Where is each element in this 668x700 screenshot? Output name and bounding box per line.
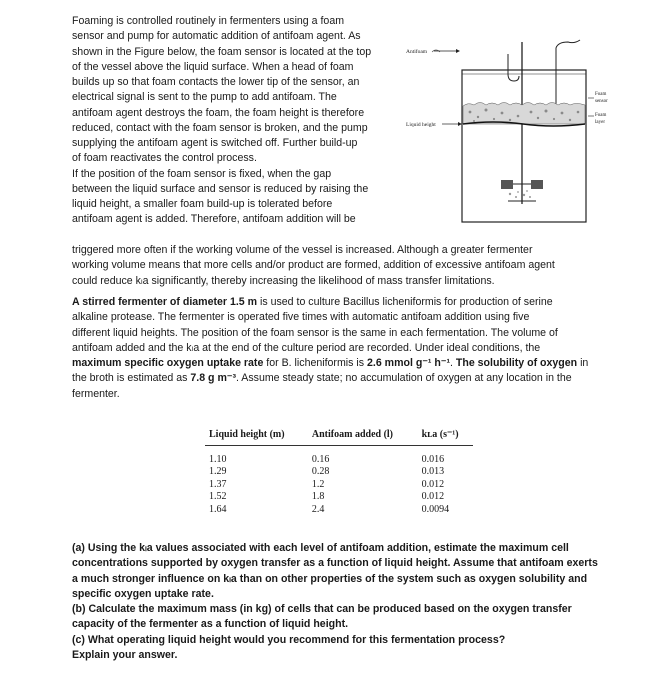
table-row <box>205 491 473 503</box>
question-b-line: (b) Calculate the maximum mass (in kg) of cells that can be produced based on the oxygen transfer <box>72 603 572 616</box>
cell-antifoam: 0.16 <box>311 454 330 465</box>
cell-kla: 0.0094 <box>421 503 450 515</box>
fermentation-data-table <box>205 427 473 516</box>
problem-line-7: fermenter. <box>72 387 120 400</box>
intro-line: liquid height, a smaller foam build-up is tolerated before <box>72 198 333 210</box>
question-c-line: (c) What operating liquid height would you recommend for this fermentation process? <box>72 633 506 646</box>
cell-liquid-height: 1.52 <box>209 491 227 503</box>
table-row <box>205 504 473 516</box>
col-antifoam-added: Antifoam added (l) <box>308 427 418 446</box>
problem-text: . Assume steady state; no accumulation of oxygen at any location in the <box>235 372 572 385</box>
problem-line-6 <box>72 371 600 386</box>
foam-sensor-label-1: Foam <box>595 92 607 97</box>
oxygen-solubility-value: 7.8 g m⁻³ <box>190 372 236 385</box>
problem-text: for B. licheniformis is <box>263 357 367 369</box>
intro-line: antifoam agent destroys the foam, the foam height is therefore <box>72 106 365 119</box>
question-a-line: specific oxygen uptake rate. <box>72 587 214 600</box>
col-liquid-height: Liquid height (m) <box>205 427 308 446</box>
impeller-left-blade <box>501 180 513 189</box>
cell-kla: 0.012 <box>421 478 445 490</box>
air-bubbles <box>509 190 531 198</box>
cell-kla: 0.012 <box>421 491 445 503</box>
intro-line: Foaming is controlled routinely in fermenters using a foam <box>72 15 345 27</box>
cell-liquid-height: 1.29 <box>209 466 227 478</box>
impeller-right-blade <box>531 180 543 189</box>
problem-line-3: different liquid heights. The position of the foam sensor is the same in each fermentation. The volume of <box>72 326 558 339</box>
intro-paragraph <box>72 14 390 228</box>
cell-liquid-height: 1.10 <box>209 454 227 465</box>
problem-line-2: alkaline protease. The fermenter is operated five times with automatic antifoam addition using five <box>72 311 530 324</box>
intro-line: supplying the antifoam agent is switched off. Further build-up <box>72 137 358 149</box>
table-header-row <box>205 427 473 446</box>
intro-line: builds up so that foam contacts the lower tip of the sensor, an <box>72 76 360 88</box>
intro-line: of the vessel above the liquid surface. When a head of foam <box>72 60 354 73</box>
intro-line: shown in the Figure below, the foam sensor is located at the top <box>72 45 372 58</box>
intro-line: reduced, contact with the foam sensor is broken, and the pump <box>72 121 368 134</box>
col-kla: kʟa (s⁻¹) <box>418 427 473 446</box>
vessel-outline <box>462 70 586 222</box>
fermenter-diagram <box>398 34 618 224</box>
intro-line: of foam reactivates the control process. <box>72 152 257 165</box>
foam-layer-label-1: Foam <box>595 113 607 118</box>
foam-sensor-label-2: sensor <box>595 99 608 104</box>
cell-antifoam: 1.2 <box>311 478 325 490</box>
question-a-line: (a) Using the kₗa values associated with each level of antifoam addition, estimate the maximum cell <box>72 542 569 554</box>
paragraph-line: could reduce kₗa significantly, thereby increasing the likelihood of mass transfer limitations. <box>72 274 495 287</box>
question-b-line: capacity of the fermenter as a function of liquid height. <box>72 618 349 631</box>
liquid-height-label: Liquid height <box>406 122 436 128</box>
exhaust-pipe <box>556 40 580 58</box>
cell-antifoam: 2.4 <box>311 503 325 515</box>
antifoam-paragraph-continued <box>72 243 600 289</box>
foam-layer-label-2: layer <box>595 120 605 125</box>
intro-line: sensor and pump for automatic addition of antifoam agent. As <box>72 30 361 43</box>
intro-line: electrical signal is sent to the pump to add antifoam. The <box>72 91 337 104</box>
cell-antifoam: 1.8 <box>311 491 325 503</box>
question-a-line: a much stronger influence on kₗa than on other properties of the system such as oxygen solubility and <box>72 572 588 585</box>
problem-text: . <box>449 357 456 369</box>
fermenter-diameter: A stirred fermenter of diameter 1.5 m <box>72 296 258 308</box>
intro-line: antifoam agent is added. Therefore, antifoam addition will be <box>72 213 356 226</box>
cell-kla: 0.016 <box>421 454 445 465</box>
paragraph-line: working volume means that more cells and/or product are formed, addition of excessive antifoam agent <box>72 259 555 272</box>
table-row <box>205 466 473 478</box>
intro-line: between the liquid surface and sensor is reduced by raising the <box>72 182 369 195</box>
intro-line: If the position of the foam sensor is fixed, when the gap <box>72 167 332 180</box>
problem-statement <box>72 295 600 402</box>
question-c-line: Explain your answer. <box>72 649 178 662</box>
cell-liquid-height: 1.37 <box>209 478 227 490</box>
cell-kla: 0.013 <box>421 466 445 478</box>
problem-text: in <box>577 357 589 369</box>
cell-liquid-height: 1.64 <box>209 503 227 515</box>
paragraph-line: triggered more often if the working volume of the vessel is increased. Although a greater fermenter <box>72 244 533 256</box>
table-row <box>205 446 473 467</box>
questions-section <box>72 541 600 663</box>
problem-text: the broth is estimated as <box>72 372 191 385</box>
problem-text: is used to culture Bacillus licheniformis for production of serine <box>257 296 553 308</box>
antifoam-label: Antifoam <box>406 49 428 55</box>
oxygen-solubility-label: The solubility of oxygen <box>455 357 578 369</box>
question-a-line: concentrations supported by oxygen transfer as a function of liquid height. Assume that antifoam exerts <box>72 557 598 570</box>
max-specific-ouR-label: maximum specific oxygen uptake rate <box>72 357 264 369</box>
problem-line-5 <box>72 356 600 371</box>
foam-layer <box>463 103 585 125</box>
table-row <box>205 479 473 491</box>
problem-line-1 <box>72 295 600 310</box>
cell-antifoam: 0.28 <box>311 466 330 478</box>
max-specific-our-value: 2.6 mmol g⁻¹ h⁻¹ <box>366 357 450 369</box>
problem-line-4: antifoam added and the kₗa at the end of the culture period are recorded. Under ideal conditions, the <box>72 341 541 354</box>
